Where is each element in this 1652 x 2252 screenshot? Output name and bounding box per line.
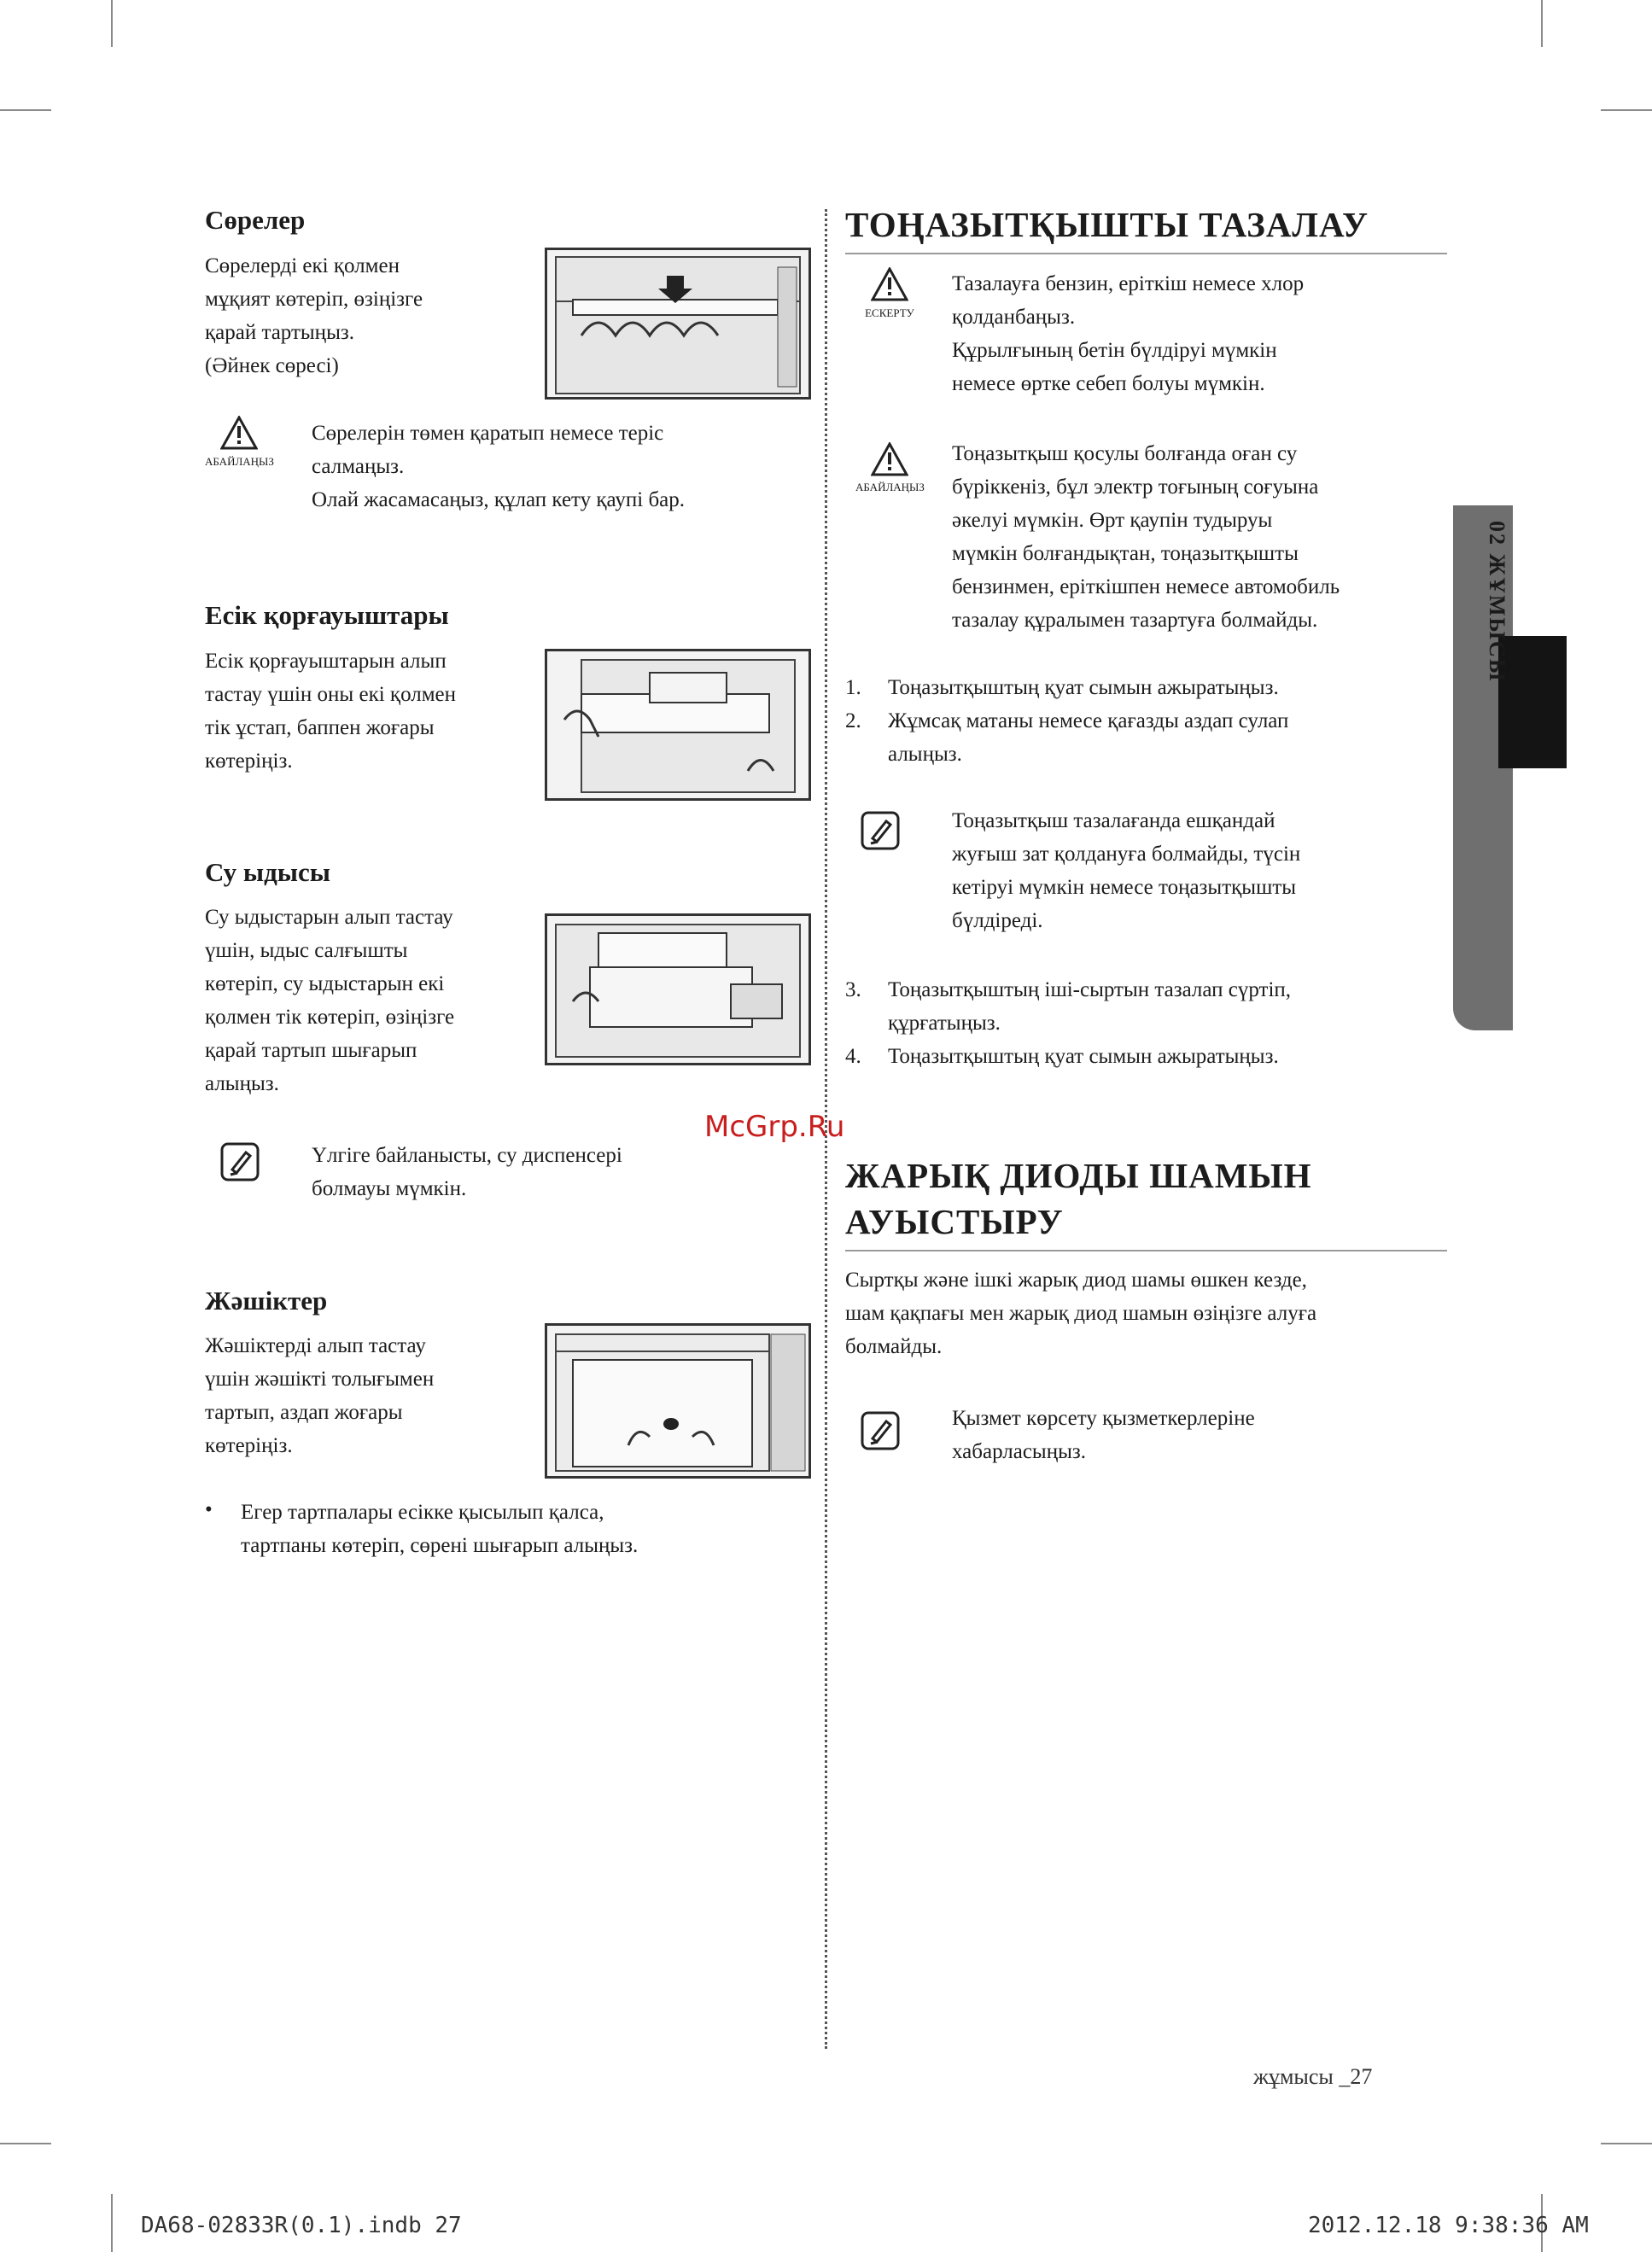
caution-label: АБАЙЛАҢЫЗ — [205, 455, 274, 468]
door-guard-illustration — [545, 649, 811, 801]
caution-icon — [220, 416, 258, 454]
led-note-text: Қызмет көрсету қызметкерлеріне хабарласыңыз. — [952, 1407, 1255, 1463]
led-title-rule — [845, 1250, 1447, 1251]
led-text: Сыртқы және ішкі жарық диод шамы өшкен кезде, шам қақпағы мен жарық диод шамын өзіңізге алуға болмайды. — [845, 1269, 1317, 1358]
door-guards-heading: Есік қорғауыштары — [205, 600, 449, 630]
step-item: 2. Жұмсақ матаны немесе қағазды аздап сулап — [845, 709, 1289, 732]
crop-mark — [0, 2143, 51, 2144]
water-text: Су ыдыстарын алып тастау үшін, ыдыс салғышты көтеріп, су ыдыстарын екі қолмен тік көтеріп, өзіңізге қарай тартып шығарып алыңыз. — [205, 906, 455, 1095]
step-item: 3. Тоңазытқыштың іші-сыртын тазалап сүртіп, — [845, 978, 1292, 1001]
shelves-caution-text: Сөрелерін төмен қаратып немесе теріс салмаңыз. Олай жасамасаңыз, құлап кету қаупі бар. — [312, 422, 686, 511]
crop-mark — [1601, 109, 1652, 111]
drawers-bullet-text: Егер тартпалары есікке қысылып қалса, тартпаны көтеріп, сөрені шығарып алыңыз. — [241, 1501, 639, 1557]
shelves-heading: Сөрелер — [205, 205, 306, 235]
caution-icon — [871, 442, 908, 481]
note-icon — [861, 811, 900, 855]
water-tank-illustration — [545, 913, 811, 1065]
led-title: ЖАРЫҚ ДИОДЫ ШАМЫН АУЫСТЫРУ — [845, 1156, 1312, 1241]
warning-label: ЕСКЕРТУ — [865, 306, 914, 319]
cleaning-steps-1-2 — [845, 671, 1288, 771]
door-guards-text: Есік қорғауыштарын алып тастау үшін оны екі қолмен тік ұстап, баппен жоғары көтеріңіз. — [205, 650, 457, 773]
note-icon — [861, 1411, 900, 1455]
step-item: 4. Тоңазытқыштың қуат сымын ажыратыңыз. — [845, 1045, 1279, 1068]
cleaning-title: ТОҢАЗЫТҚЫШТЫ ТАЗАЛАУ — [845, 205, 1369, 244]
note-icon — [220, 1142, 260, 1186]
step-item-continued: алыңыз. — [888, 743, 962, 766]
print-file-info: DA68-02833R(0.1).indb 27 — [141, 2213, 462, 2238]
cleaning-steps-3-4 — [845, 973, 1291, 1073]
print-datetime: 2012.12.18 9:38:36 AM — [1308, 2213, 1589, 2238]
shelf-illustration — [545, 248, 811, 400]
caution-label: АБАЙЛАҢЫЗ — [855, 481, 925, 493]
watermark: McGrp.Ru — [704, 1110, 845, 1144]
step-item-continued: құрғатыңыз. — [888, 1012, 1001, 1035]
crop-mark — [111, 0, 113, 47]
cleaning-title-rule — [845, 253, 1447, 254]
section-side-tab-label: 02 ЖҰМЫСЫ — [1485, 521, 1509, 683]
water-heading: Су ыдысы — [205, 857, 330, 887]
drawers-heading: Жәшіктер — [205, 1286, 328, 1316]
drawers-text: Жәшіктерді алып тастау үшін жәшікті толығымен тартып, аздап жоғары көтеріңіз. — [205, 1334, 435, 1457]
crop-mark — [1601, 2143, 1652, 2144]
cleaning-note-text: Тоңазытқыш тазалағанда ешқандай жуғыш зат қолдануға болмайды, түсін кетіруі мүмкін немесе тоңазытқышты бүлдіреді. — [952, 809, 1301, 932]
page-number: жұмысы _27 — [1253, 2064, 1373, 2089]
crop-mark — [1541, 0, 1543, 47]
cleaning-warning-text: Тазалауға бензин, еріткіш немесе хлор қолданбаңыз. Құрылғының бетін бүлдіруі мүмкін немесе өртке себеп болуы мүмкін. — [952, 272, 1305, 395]
warning-icon — [871, 267, 908, 306]
crop-mark — [0, 109, 51, 111]
crop-mark — [111, 2194, 113, 2252]
shelves-text: Сөрелерді екі қолмен мұқият көтеріп, өзіңізге қарай тартыңыз. (Әйнек сөресі) — [205, 254, 423, 377]
bullet-dot: • — [205, 1498, 213, 1521]
drawer-illustration — [545, 1323, 811, 1479]
water-note-text: Үлгіге байланысты, су диспенсері болмауы мүмкін. — [312, 1144, 622, 1200]
step-item: 1. Тоңазытқыштың қуат сымын ажыратыңыз. — [845, 676, 1279, 699]
cleaning-caution-text: Тоңазытқыш қосулы болғанда оған су бүріккеніз, бұл электр тоғының соғуына әкелуі мүмкін. Өрт қаупін тудыруы мүмкін болғандықтан, тоңазытқышты бензинмен, еріткішпен немесе автомобиль тазалау құралымен тазартуға болмайды. — [952, 442, 1340, 632]
